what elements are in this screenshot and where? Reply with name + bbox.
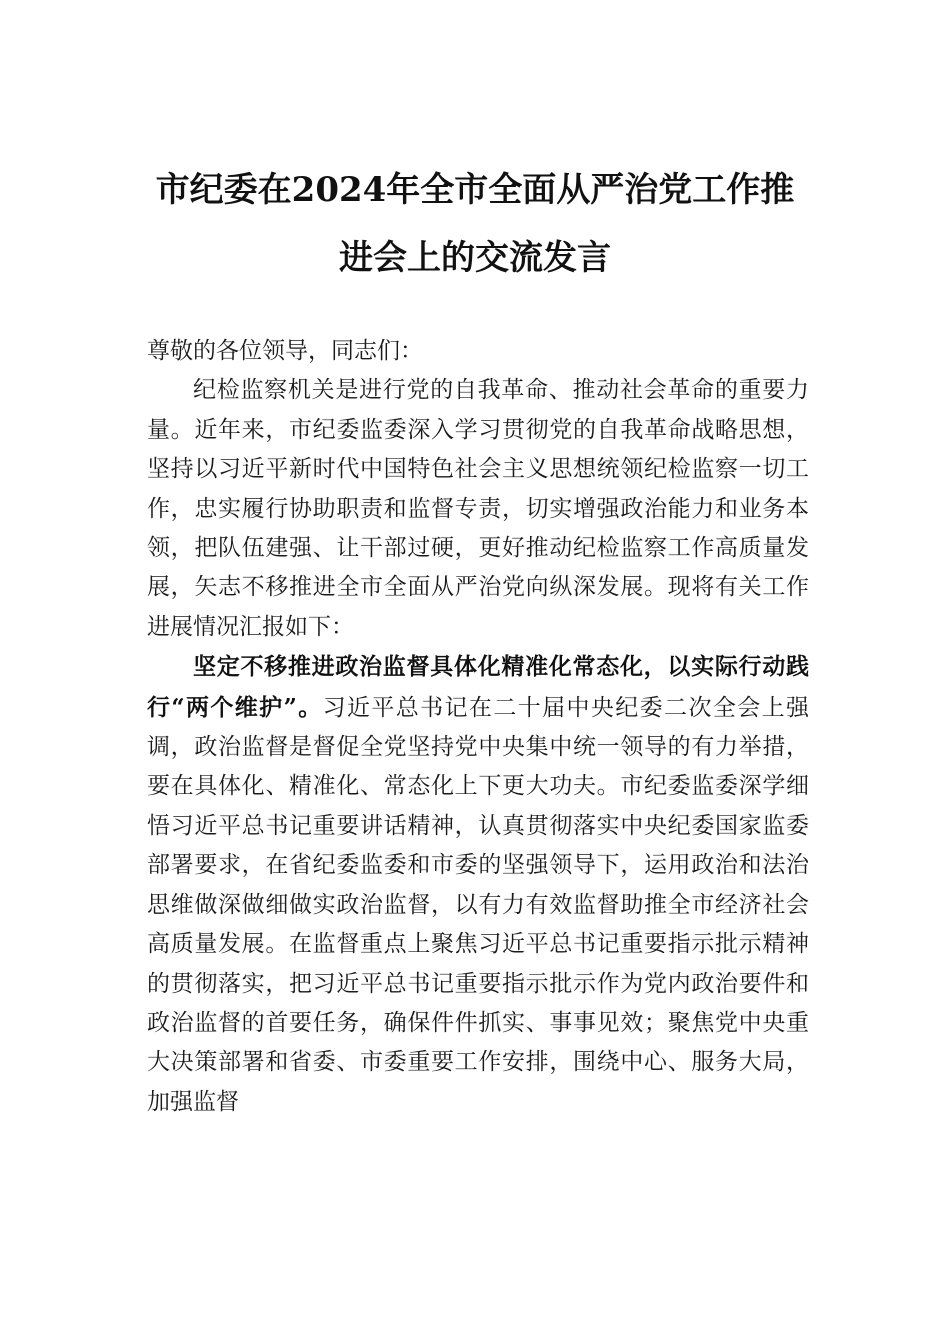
salutation: 尊敬的各位领导，同志们： (147, 338, 423, 364)
paragraph-intro: 纪检监察机关是进行党的自我革命、推动社会革命的重要力量。近年来，市纪委监委深入学习贯彻党的自我革命战略思想，坚持以习近平新时代中国特色社会主义思想统领纪检监察一切工作，忠实履行协助职责和监督专责，切实增强政治能力和业务本领，把队伍建强、让干部过硬，更好推动纪检监察工作高质量发展，矢志不移推进全市全面从严治党向纵深发展。现将有关工作进展情况汇报如下： (147, 377, 809, 640)
document-title-line-2: 进会上的交流发言 (339, 238, 611, 278)
paragraph-political-supervision (147, 647, 809, 1122)
paragraph-body-text: 习近平总书记在二十届中央纪委二次全会上强调，政治监督是督促全党坚持党中央集中统一领导的有力举措，要在具体化、精准化、常态化上下更大功夫。市纪委监委深学细悟习近平总书记重要讲话精神，认真贯彻落实中央纪委国家监委部署要求，在省纪委监委和市委的坚强领导下，运用政治和法治思维做深做细做实政治监督，以有力有效监督助推全市经济社会高质量发展。在监督重点上聚焦习近平总书记重要指示批示精神的贯彻落实，把习近平总书记重要指示批示作为党内政治要件和政治监督的首要任务，确保件件抓实、事事见效；聚焦党中央重大决策部署和省委、市委重要工作安排，围绕中心、服务大局，加强监督 (147, 694, 810, 1115)
paragraph-heading: 坚定不移推进政治监督具体化精准化常态化，以实际行动践行“两个维护”。 (147, 653, 809, 721)
document-body (147, 332, 809, 1122)
document-title-line-1: 市纪委在2024年全市全面从严治党工作推 (155, 170, 795, 210)
